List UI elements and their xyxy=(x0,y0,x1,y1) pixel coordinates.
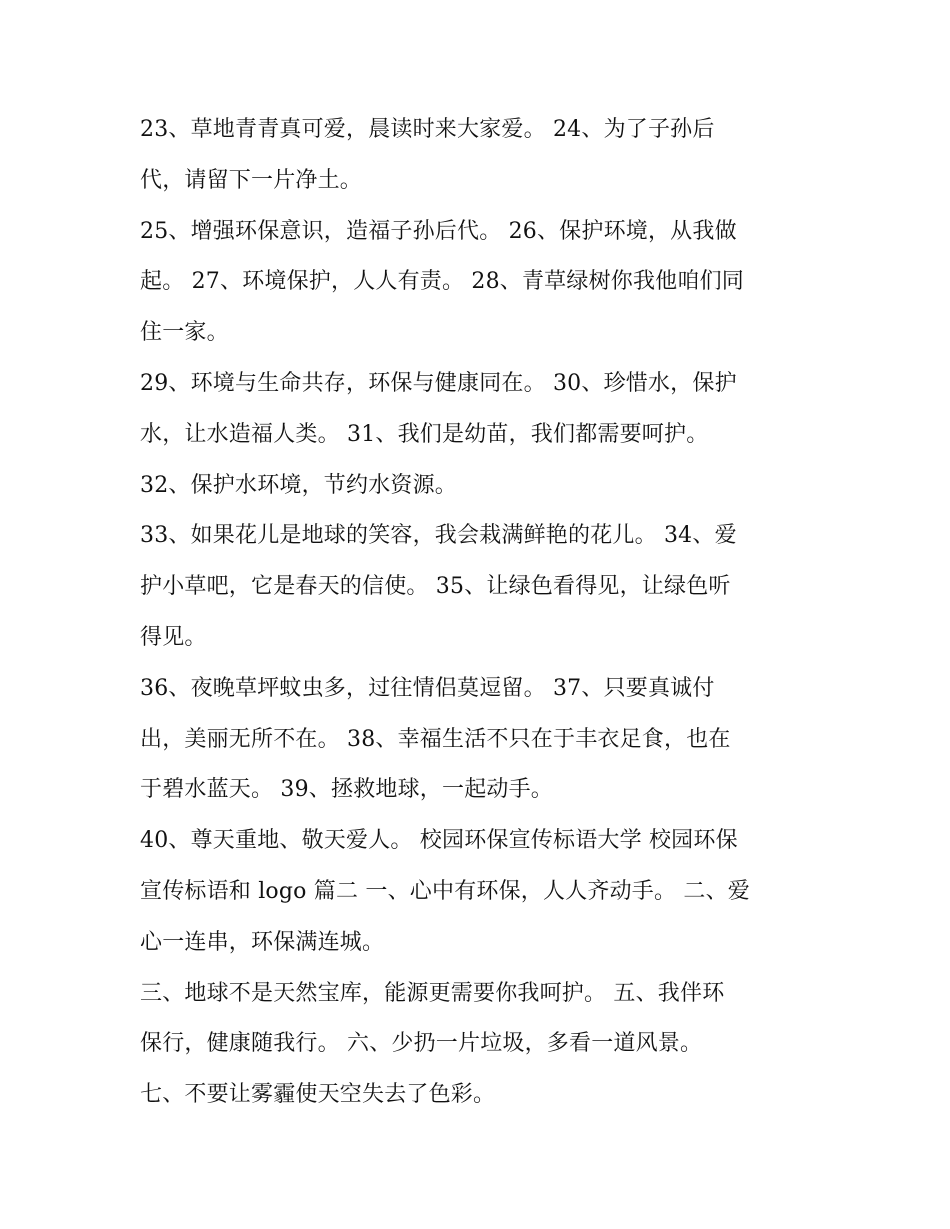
text-line: 40、尊天重地、敬天爱人。 校园环保宣传标语大学 校园环保 xyxy=(140,828,738,854)
text-line: 住一家。 xyxy=(140,320,229,346)
text-line: 宣传标语和 logo 篇二 一、心中有环保，人人齐动手。 二、爱 xyxy=(140,878,750,904)
text-line: 心一连串，环保满连城。 xyxy=(140,929,385,955)
text-line: 29、环境与生命共存，环保与健康同在。 30、珍惜水，保护 xyxy=(140,370,737,396)
text-line: 三、地球不是天然宝库，能源更需要你我呵护。 五、我伴环 xyxy=(140,980,725,1006)
text-line: 25、增强环保意识，造福子孙后代。 26、保护环境，从我做 xyxy=(140,218,737,244)
text-line: 代，请留下一片净土。 xyxy=(140,167,363,193)
text-line: 起。 27、环境保护，人人有责。 28、青草绿树你我他咱们同 xyxy=(140,269,744,295)
text-line: 32、保护水环境，节约水资源。 xyxy=(140,472,457,498)
text-line: 于碧水蓝天。 39、拯救地球，一起动手。 xyxy=(140,777,553,803)
text-line: 护小草吧，它是春天的信使。 35、让绿色看得见，让绿色听 xyxy=(140,574,731,600)
document-body xyxy=(140,105,810,1121)
text-line: 33、如果花儿是地球的笑容，我会栽满鲜艳的花儿。 34、爱 xyxy=(140,523,737,549)
text-line: 水，让水造福人类。 31、我们是幼苗，我们都需要呵护。 xyxy=(140,421,709,447)
text-line: 36、夜晚草坪蚊虫多，过往情侣莫逗留。 37、只要真诚付 xyxy=(140,675,715,701)
text-line: 七、不要让雾霾使天空失去了色彩。 xyxy=(140,1082,496,1108)
text-line: 得见。 xyxy=(140,624,207,650)
text-line: 出，美丽无所不在。 38、幸福生活不只在于丰衣足食，也在 xyxy=(140,726,731,752)
text-line: 23、草地青青真可爱，晨读时来大家爱。 24、为了子孙后 xyxy=(140,117,715,142)
text-line: 保行，健康随我行。 六、少扔一片垃圾，多看一道风景。 xyxy=(140,1031,703,1057)
